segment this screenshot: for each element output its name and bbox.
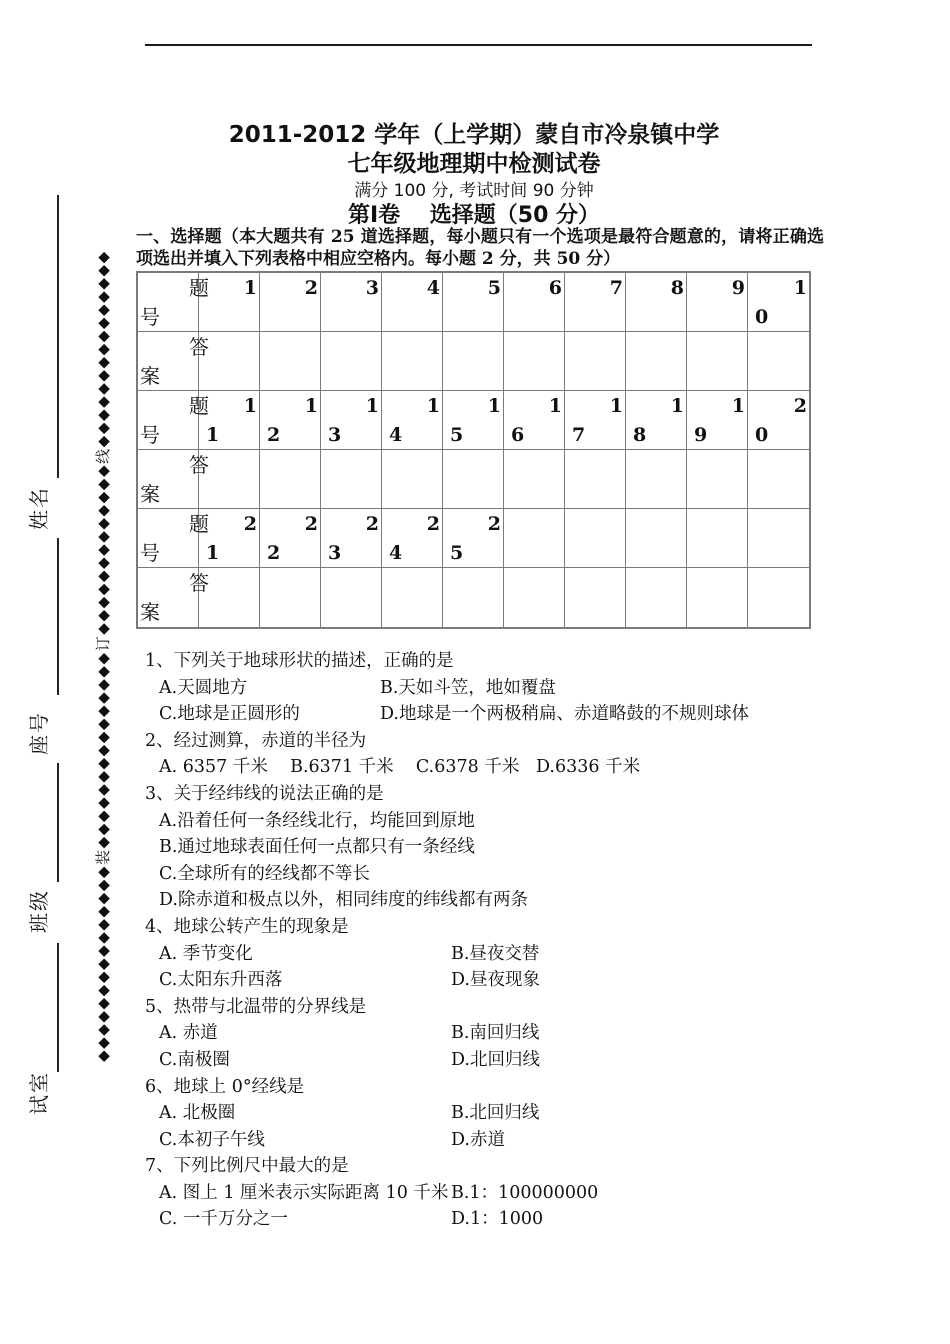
binding-diamonds: ◆◆◆◆◆◆◆◆◆◆◆◆◆◆◆	[94, 864, 112, 1062]
cell-line1: 答	[189, 571, 209, 595]
answer-table-cell[interactable]	[443, 450, 504, 509]
answer-table-cell	[443, 391, 504, 450]
cell-line1: 2	[243, 513, 257, 535]
answer-table-cell	[199, 273, 260, 332]
sidebar-label-exam-room: 试室	[27, 1071, 51, 1115]
answer-table-cell[interactable]	[626, 332, 687, 391]
option-text: D.昼夜现象	[451, 970, 540, 991]
option-row	[136, 861, 842, 888]
answer-table-cell	[321, 391, 382, 450]
answer-table-cell[interactable]	[626, 450, 687, 509]
answer-table-header-cell	[138, 450, 209, 509]
option-text: A. 6357 千米 B.6371 千米 C.6378 千米 D.6336 千米	[159, 757, 641, 778]
cell-line1: 题	[189, 394, 209, 418]
binding-diamonds: ◆◆◆◆◆◆◆◆◆◆◆◆◆◆◆	[94, 250, 112, 448]
cell-line1: 9	[731, 277, 745, 299]
option-row	[136, 834, 842, 861]
cell-line1: 2	[365, 513, 379, 535]
option-text: C.地球是正圆形的	[159, 704, 300, 725]
answer-table-cell	[504, 273, 565, 332]
answer-table-cell[interactable]	[565, 450, 626, 509]
answer-table-cell	[504, 509, 565, 568]
binding-char: 线	[94, 447, 112, 464]
cell-line2: 号	[140, 541, 160, 565]
answer-table-cell	[504, 391, 565, 450]
option-row	[136, 1047, 842, 1074]
answer-table-cell[interactable]	[748, 450, 809, 509]
answer-table-cell[interactable]	[199, 450, 260, 509]
exam-header	[136, 121, 812, 230]
option-row	[136, 808, 842, 835]
option-row	[136, 941, 842, 968]
answer-table-header-cell	[138, 332, 209, 391]
cell-line2: 4	[389, 542, 403, 564]
answer-table-cell[interactable]	[504, 568, 565, 627]
cell-line2: 号	[140, 305, 160, 329]
option-text: C.本初子午线	[159, 1129, 265, 1150]
question-stem: 1、下列关于地球形状的描述，正确的是	[145, 651, 454, 671]
answer-table-cell	[565, 391, 626, 450]
answer-table-cell	[748, 273, 809, 332]
answer-table-header-cell	[138, 509, 209, 568]
cell-line1: 2	[304, 277, 318, 299]
answer-table-cell[interactable]	[626, 568, 687, 627]
top-rule	[145, 44, 812, 46]
answer-table-cell	[565, 509, 626, 568]
option-text: D.1：1000	[451, 1209, 544, 1230]
option-row	[136, 675, 842, 702]
cell-line1: 1	[365, 395, 379, 417]
score-time-subtitle: 满分 100 分, 考试时间 90 分钟	[354, 181, 594, 201]
cell-line2: 案	[140, 482, 160, 506]
question-stem: 4、地球公转产生的现象是	[145, 916, 349, 937]
binding-char: 订	[94, 634, 112, 652]
question-stem: 6、地球上 0°经线是	[145, 1076, 305, 1097]
binding-char: 装	[94, 848, 112, 865]
answer-table-header-cell	[138, 568, 209, 627]
answer-table-cell	[382, 509, 443, 568]
answer-table-cell[interactable]	[260, 332, 321, 391]
sidebar-underline	[57, 195, 59, 478]
answer-table-cell[interactable]	[199, 332, 260, 391]
option-text: D.除赤道和极点以外，相同纬度的纬线都有两条	[159, 890, 528, 911]
option-text: A. 北极圈	[159, 1103, 236, 1124]
answer-table-cell	[260, 509, 321, 568]
cell-line1: 1	[793, 277, 807, 299]
answer-table-cell[interactable]	[199, 568, 260, 627]
cell-line1: 5	[487, 277, 501, 299]
option-row	[136, 1206, 842, 1233]
option-row	[136, 701, 842, 728]
sidebar-underline	[57, 943, 59, 1072]
sidebar-label-seat-number: 座号	[27, 711, 51, 755]
binding-line	[92, 47, 110, 1062]
cell-line2: 1	[206, 424, 220, 446]
answer-table-cell	[199, 391, 260, 450]
cell-line1: 1	[731, 395, 745, 417]
answer-table-cell	[443, 509, 504, 568]
cell-line2: 3	[328, 424, 342, 446]
answer-table-cell	[748, 509, 809, 568]
option-text: A.沿着任何一条经线北行，均能回到原地	[159, 810, 475, 831]
answer-table-cell	[626, 391, 687, 450]
option-row	[136, 1180, 842, 1207]
cell-line2: 3	[328, 542, 342, 564]
answer-table-cell[interactable]	[443, 332, 504, 391]
cell-line2: 5	[450, 542, 464, 564]
option-text: A. 季节变化	[159, 943, 253, 964]
option-text: D.地球是一个两极稍扁、赤道略鼓的不规则球体	[380, 704, 749, 725]
answer-table-cell	[382, 273, 443, 332]
option-row	[136, 1100, 842, 1127]
option-text: A. 图上 1 厘米表示实际距离 10 千米	[159, 1182, 449, 1203]
answer-table-cell	[260, 273, 321, 332]
answer-table-cell[interactable]	[687, 332, 748, 391]
question-stem: 2、经过测算，赤道的半径为	[145, 730, 367, 751]
cell-line1: 6	[548, 277, 562, 299]
cell-line1: 8	[670, 277, 684, 299]
cell-line1: 1	[426, 395, 440, 417]
answer-table-cell	[626, 509, 687, 568]
cell-line2: 案	[140, 600, 160, 624]
answer-table-cell	[748, 391, 809, 450]
question-item	[136, 728, 842, 781]
cell-line1: 题	[189, 512, 209, 536]
cell-line1: 2	[426, 513, 440, 535]
answer-table-cell	[687, 509, 748, 568]
answer-table-cell[interactable]	[687, 450, 748, 509]
question-item	[136, 1153, 842, 1233]
question-item	[136, 648, 842, 728]
option-text: C. 一千万分之一	[159, 1209, 288, 1230]
option-text: C.太阳东升西落	[159, 970, 283, 991]
section-title: 第Ⅰ卷 选择题（50 分）	[347, 203, 601, 228]
exam-title: 七年级地理期中检测试卷	[347, 151, 601, 177]
option-text: A. 赤道	[159, 1023, 218, 1044]
cell-line1: 1	[609, 395, 623, 417]
cell-line1: 4	[426, 277, 440, 299]
answer-table-cell[interactable]	[748, 568, 809, 627]
answer-table-cell	[443, 273, 504, 332]
cell-line2: 5	[450, 424, 464, 446]
option-row	[136, 754, 842, 781]
option-row	[136, 967, 842, 994]
binding-diamonds: ◆◆◆◆◆◆◆◆◆◆◆◆◆	[94, 463, 112, 635]
answer-table-cell	[199, 509, 260, 568]
option-row	[136, 887, 842, 914]
answer-table-cell	[321, 273, 382, 332]
cell-line1: 2	[487, 513, 501, 535]
questions-list	[136, 648, 842, 1233]
cell-line1: 2	[304, 513, 318, 535]
answer-table-cell	[565, 273, 626, 332]
answer-table-cell[interactable]	[260, 568, 321, 627]
option-text: B.南回归线	[451, 1023, 540, 1044]
cell-line2: 0	[755, 306, 769, 328]
answer-table	[136, 271, 811, 629]
answer-table-header-cell	[138, 391, 209, 450]
answer-table-cell	[260, 391, 321, 450]
cell-line1: 答	[189, 453, 209, 477]
option-text: B.1：100000000	[451, 1182, 599, 1203]
cell-line2: 6	[511, 424, 525, 446]
option-text: C.南极圈	[159, 1049, 230, 1070]
option-text: D.北回归线	[451, 1049, 540, 1070]
question-stem: 3、关于经纬线的说法正确的是	[145, 783, 384, 804]
cell-line1: 1	[243, 277, 257, 299]
cell-line1: 7	[609, 277, 623, 299]
option-text: A.天圆地方	[159, 677, 248, 698]
cell-line2: 0	[755, 424, 769, 446]
sidebar-underline	[57, 538, 59, 695]
option-text: C.全球所有的经线都不等长	[159, 863, 370, 884]
answer-table-cell[interactable]	[260, 450, 321, 509]
cell-line2: 2	[267, 424, 281, 446]
cell-line1: 题	[189, 276, 209, 300]
cell-line2: 9	[694, 424, 708, 446]
answer-table-cell[interactable]	[687, 568, 748, 627]
answer-table-cell[interactable]	[321, 450, 382, 509]
school-title: 2011-2012 学年（上学期）蒙自市冷泉镇中学	[228, 122, 720, 148]
option-text: D.赤道	[451, 1129, 505, 1150]
cell-line2: 8	[633, 424, 647, 446]
option-text: B.北回归线	[451, 1103, 540, 1124]
cell-line1: 1	[304, 395, 318, 417]
cell-line1: 1	[670, 395, 684, 417]
answer-table-cell[interactable]	[443, 568, 504, 627]
cell-line2: 号	[140, 423, 160, 447]
option-text: B.天如斗笠，地如覆盘	[380, 677, 556, 698]
question-item	[136, 781, 842, 914]
option-row	[136, 1020, 842, 1047]
cell-line1: 3	[365, 277, 379, 299]
option-row	[136, 1127, 842, 1154]
answer-table-cell[interactable]	[382, 450, 443, 509]
option-text: B.昼夜交替	[451, 943, 540, 964]
binding-diamonds: ◆◆◆◆◆◆◆◆◆◆◆◆◆◆◆	[94, 651, 112, 849]
question-stem: 7、下列比例尺中最大的是	[145, 1156, 349, 1177]
question-item	[136, 914, 842, 994]
answer-table-header-cell	[138, 273, 209, 332]
answer-table-cell[interactable]	[565, 568, 626, 627]
answer-table-cell	[382, 391, 443, 450]
cell-line2: 1	[206, 542, 220, 564]
answer-table-cell[interactable]	[504, 332, 565, 391]
cell-line2: 4	[389, 424, 403, 446]
sidebar-label-class: 班级	[27, 889, 51, 933]
answer-table-cell[interactable]	[321, 332, 382, 391]
cell-line2: 7	[572, 424, 586, 446]
cell-line1: 2	[793, 395, 807, 417]
answer-table-cell[interactable]	[321, 568, 382, 627]
cell-line1: 1	[487, 395, 501, 417]
answer-table-cell[interactable]	[565, 332, 626, 391]
option-text: B.通过地球表面任何一点都只有一条经线	[159, 837, 475, 858]
cell-line1: 答	[189, 335, 209, 359]
answer-table-cell[interactable]	[748, 332, 809, 391]
sidebar-underline	[57, 763, 59, 882]
answer-table-cell	[626, 273, 687, 332]
cell-line2: 案	[140, 364, 160, 388]
cell-line1: 1	[243, 395, 257, 417]
answer-table-cell[interactable]	[382, 332, 443, 391]
section-instructions: 一、选择题（本大题共有 25 道选择题，每小题只有一个选项是最符合题意的，请将正确选项选出并填入下列表格中相应空格内。每小题 2 分，共 50 分）	[136, 227, 824, 269]
answer-table-cell	[687, 273, 748, 332]
answer-table-cell[interactable]	[504, 450, 565, 509]
question-stem: 5、热带与北温带的分界线是	[145, 996, 367, 1017]
answer-table-cell	[321, 509, 382, 568]
cell-line1: 1	[548, 395, 562, 417]
question-item	[136, 994, 842, 1074]
answer-table-cell[interactable]	[382, 568, 443, 627]
cell-line2: 2	[267, 542, 281, 564]
sidebar-label-name: 姓名	[27, 486, 51, 530]
answer-table-cell	[687, 391, 748, 450]
question-item	[136, 1074, 842, 1154]
